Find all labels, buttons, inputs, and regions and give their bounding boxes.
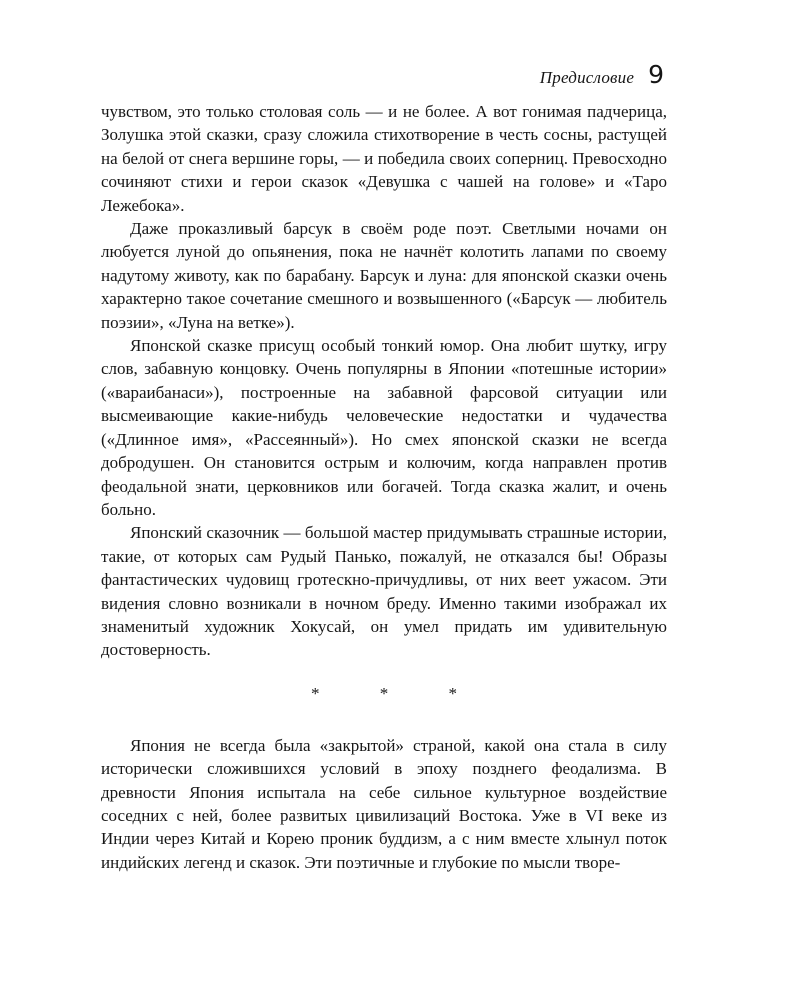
paragraph: Даже проказливый барсук в своём роде поэт. Светлыми ночами он любуется луной до опьянения, пока не начнёт колотить лапами по своему надутому животу, как по барабану. Барсук и луна: для японской сказки очень характерно такое сочетание смешного и возвышенного («Барсук — любитель поэзии», «Луна на ветке»). [101, 219, 667, 332]
running-title: Предисловие [539, 68, 635, 87]
running-head [540, 62, 664, 88]
paragraph: Японской сказке присущ особый тонкий юмор. Она любит шутку, игру слов, забавную концовку. Очень популярны в Японии «потешные истории» («вараибанаси»), построенные на забавной фарсовой ситуации или высмеивающие какие-нибудь человеческие недостатки и чудачества («Длинное имя», «Рассеянный»). Но смех японской сказки не всегда добродушен. Он становится острым и колючим, когда направлен против феодальной знати, церковников или богачей. Тогда сказка жалит, и очень больно. [101, 336, 667, 519]
paragraph-continued: чувством, это только столовая соль — и не более. А вот гонимая падчерица, Золушка этой сказки, сразу сложила стихотворение в честь сосны, растущей на белой от снега вершине горы, — и победила своих соперниц. Превосходно сочиняют стихи и герои сказок «Девушка с чашей на голове» и «Таро Лежебока». [101, 102, 667, 215]
paragraph: Япония не всегда была «закрытой» страной, какой она стала в силу исторически сложившихся условий в эпоху позднего феодализма. В древности Япония испытала на себе сильное культурное воздействие соседних с ней, более развитых цивилизаций Востока. Уже в VI веке из Индии через Китай и Корею проник буддизм, а с ним вместе хлынул поток индийских легенд и сказок. Эти поэтичные и глубокие по мысли творе- [101, 735, 667, 872]
text-block [101, 100, 667, 874]
section-separator: * * * [311, 683, 485, 703]
page-number: 9 [648, 60, 664, 89]
paragraph: Японский сказочник — большой мастер придумывать страшные истории, такие, от которых сам Рудый Панько, пожалуй, не отказался бы! Образы фантастических чудовищ гротескно-причудливы, от них веет ужасом. Эти видения словно возникали в ночном бреду. Именно такими изображал их знаменитый художник Хокусай, он умел придать им удивительную достоверность. [101, 523, 667, 660]
